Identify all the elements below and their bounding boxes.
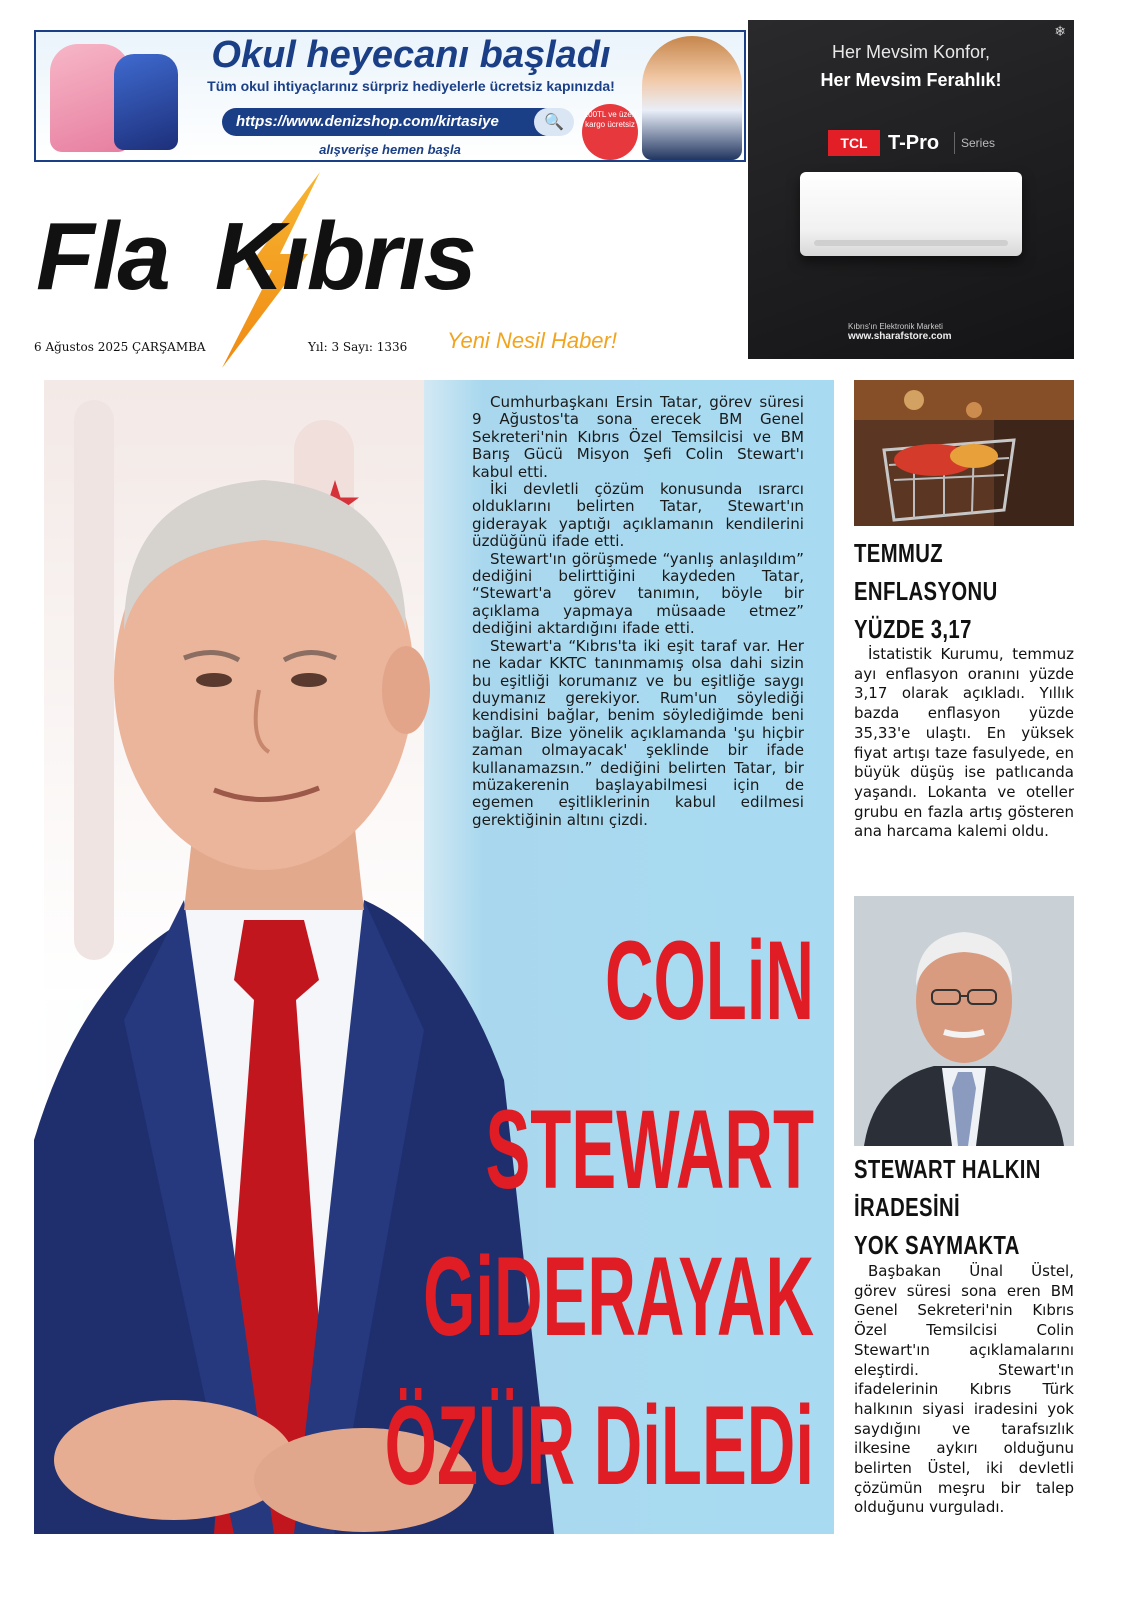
sidebar-story2-headline-line: İRADESİNİ bbox=[854, 1192, 961, 1222]
sidebar-story1-text: İstatistik Kurumu, temmuz ayı enflasyon oranını yüzde 3,17 olarak açıkladı. Yıllık bazda enflasyon yüzde 35,33'e ulaştı. En yüksek fiyat artışı taze fasulyede, en büyük düşüş ise patlıcanda yaşandı. Lokanta ve oteller grubu en fazla artış gösteren ana harcama kalemi oldu. bbox=[854, 645, 1074, 841]
prime-minister-portrait-image bbox=[854, 896, 1074, 1146]
ad-ac-line1: Her Mevsim Konfor, bbox=[831, 42, 991, 62]
ad-subline: Tüm okul ihtiyaçlarınız sürpriz hediyelerle ücretsiz kapınızda! bbox=[207, 78, 615, 94]
ad-ac-store[interactable] bbox=[848, 322, 988, 342]
school-supplies-ad[interactable] bbox=[34, 30, 746, 162]
main-headline-line3[interactable]: GiDERAYAK bbox=[423, 1234, 814, 1359]
ad-ac-tagline: Kıbrıs'ın Elektronik Marketi bbox=[848, 322, 943, 331]
ad-ac-series: Series bbox=[954, 132, 995, 154]
air-conditioner-ad[interactable] bbox=[748, 20, 1074, 359]
issue-number: Yıl: 3 Sayı: 1336 bbox=[308, 340, 408, 354]
sidebar-story1-headline-line: ENFLASYONU bbox=[854, 576, 998, 606]
main-headline-line2[interactable]: STEWART bbox=[485, 1087, 814, 1212]
tcl-logo: TCL bbox=[828, 130, 880, 156]
newspaper-logo[interactable] bbox=[36, 205, 475, 309]
article-paragraph: Stewart'a “Kıbrıs'ta iki eşit taraf var. Her ne kadar KKTC tanınmamış olsa dahi sizin bu eşitliği korumanız ve bu eşitliğe saygı duymanız gerekiyor. Rum'un söylediği kendisini bağlar, benim söylediğimde beni bağlar. Bize yönelik açıklamanda 'şu hiçbir zaman olmayacak' şeklinde bir ifade kullanamazsın.” dediğini belirten Tatar, bir müzakerenin başlayabilmesi için de egemen eşitliklerinin kabul edilmesi gerektiğinin altını çizdi. bbox=[472, 636, 804, 829]
ad-ac-site: www.sharafstore.com bbox=[848, 331, 952, 342]
sidebar-story2-headline-line: STEWART HALKIN bbox=[854, 1154, 1041, 1184]
sidebar-story2-text: Başbakan Ünal Üstel, görev süresi sona eren BM Genel Sekreteri'nin Kıbrıs Özel Temsilcisi Colin Stewart'ın açıklamalarını eleştirdi. Stewart'ın ifadelerinin Kıbrıs Türk halkının siyasi iradesini yok saydığını ve tarafsızlık ilkesine aykırı olduğunu belirten Üstel, iki devletli çözümün meşru bir talep olduğunu vurguladı. bbox=[854, 1262, 1074, 1517]
snowflake-icon: ❄ bbox=[1054, 24, 1066, 40]
main-story-article bbox=[472, 394, 804, 829]
main-story bbox=[34, 380, 834, 1534]
sidebar-story2-body bbox=[854, 1262, 1074, 1518]
ad-url-link[interactable]: https://www.denizshop.com/kirtasiye bbox=[222, 108, 558, 136]
ad-ac-line2: Her Mevsim Ferahlık! bbox=[820, 70, 1002, 90]
main-headline-line4[interactable]: ÖZÜR DiLEDi bbox=[384, 1383, 814, 1508]
sidebar-story1-headline-line: TEMMUZ bbox=[854, 538, 944, 568]
sidebar-story1-headline-line: YÜZDE 3,17 bbox=[854, 614, 972, 644]
ad-ac-model: T-Pro bbox=[888, 132, 940, 154]
issue-date: 6 Ağustos 2025 ÇARŞAMBA bbox=[34, 340, 206, 354]
sidebar-story1-headline[interactable] bbox=[854, 534, 1072, 648]
sidebar-story2-headline-line: YOK SAYMAKTA bbox=[854, 1230, 1020, 1260]
sidebar-story1-body bbox=[854, 645, 1074, 842]
student-girl-image bbox=[642, 36, 742, 160]
logo-part-1: Fla bbox=[36, 203, 169, 310]
school-backpack-image-2 bbox=[114, 54, 178, 150]
slogan: Yeni Nesil Haber! bbox=[447, 328, 617, 353]
article-paragraph: Cumhurbaşkanı Ersin Tatar, görev süresi 9 Ağustos'ta sona erecek BM Genel Sekreteri'nin Kıbrıs Özel Temsilcisi ve BM Barış Gücü Misyon Şefi Colin Stewart'ı kabul etti. bbox=[472, 393, 804, 481]
ad-cta-text[interactable]: alışverişe hemen başla bbox=[319, 142, 461, 157]
supermarket-cart-image bbox=[854, 380, 1074, 526]
main-headline-line1[interactable]: COLiN bbox=[604, 918, 814, 1043]
logo-part-2: Kıbrıs bbox=[214, 203, 475, 310]
article-paragraph: İki devletli çözüm konusunda ısrarcı olduklarını belirten Tatar, Stewart'ın giderayak yaptığı açıklamanın kendilerini üzdüğünü ifade etti. bbox=[472, 480, 804, 551]
air-conditioner-image bbox=[800, 172, 1022, 256]
free-shipping-badge: 100TL ve üzeri kargo ücretsiz bbox=[582, 104, 638, 160]
sidebar-story2-headline[interactable] bbox=[854, 1150, 1072, 1264]
article-paragraph: Stewart'ın görüşmede “yanlış anlaşıldım” dediğini belirttiğini kaydeden Tatar, “Stewart'a görev tanımın, böyle bir açıklama yapmaya müsaade etmez” dediğini aktardığını ifade etti. bbox=[472, 549, 804, 638]
search-icon[interactable]: 🔍 bbox=[534, 108, 574, 136]
ad-headline: Okul heyecanı başladı bbox=[211, 34, 611, 76]
